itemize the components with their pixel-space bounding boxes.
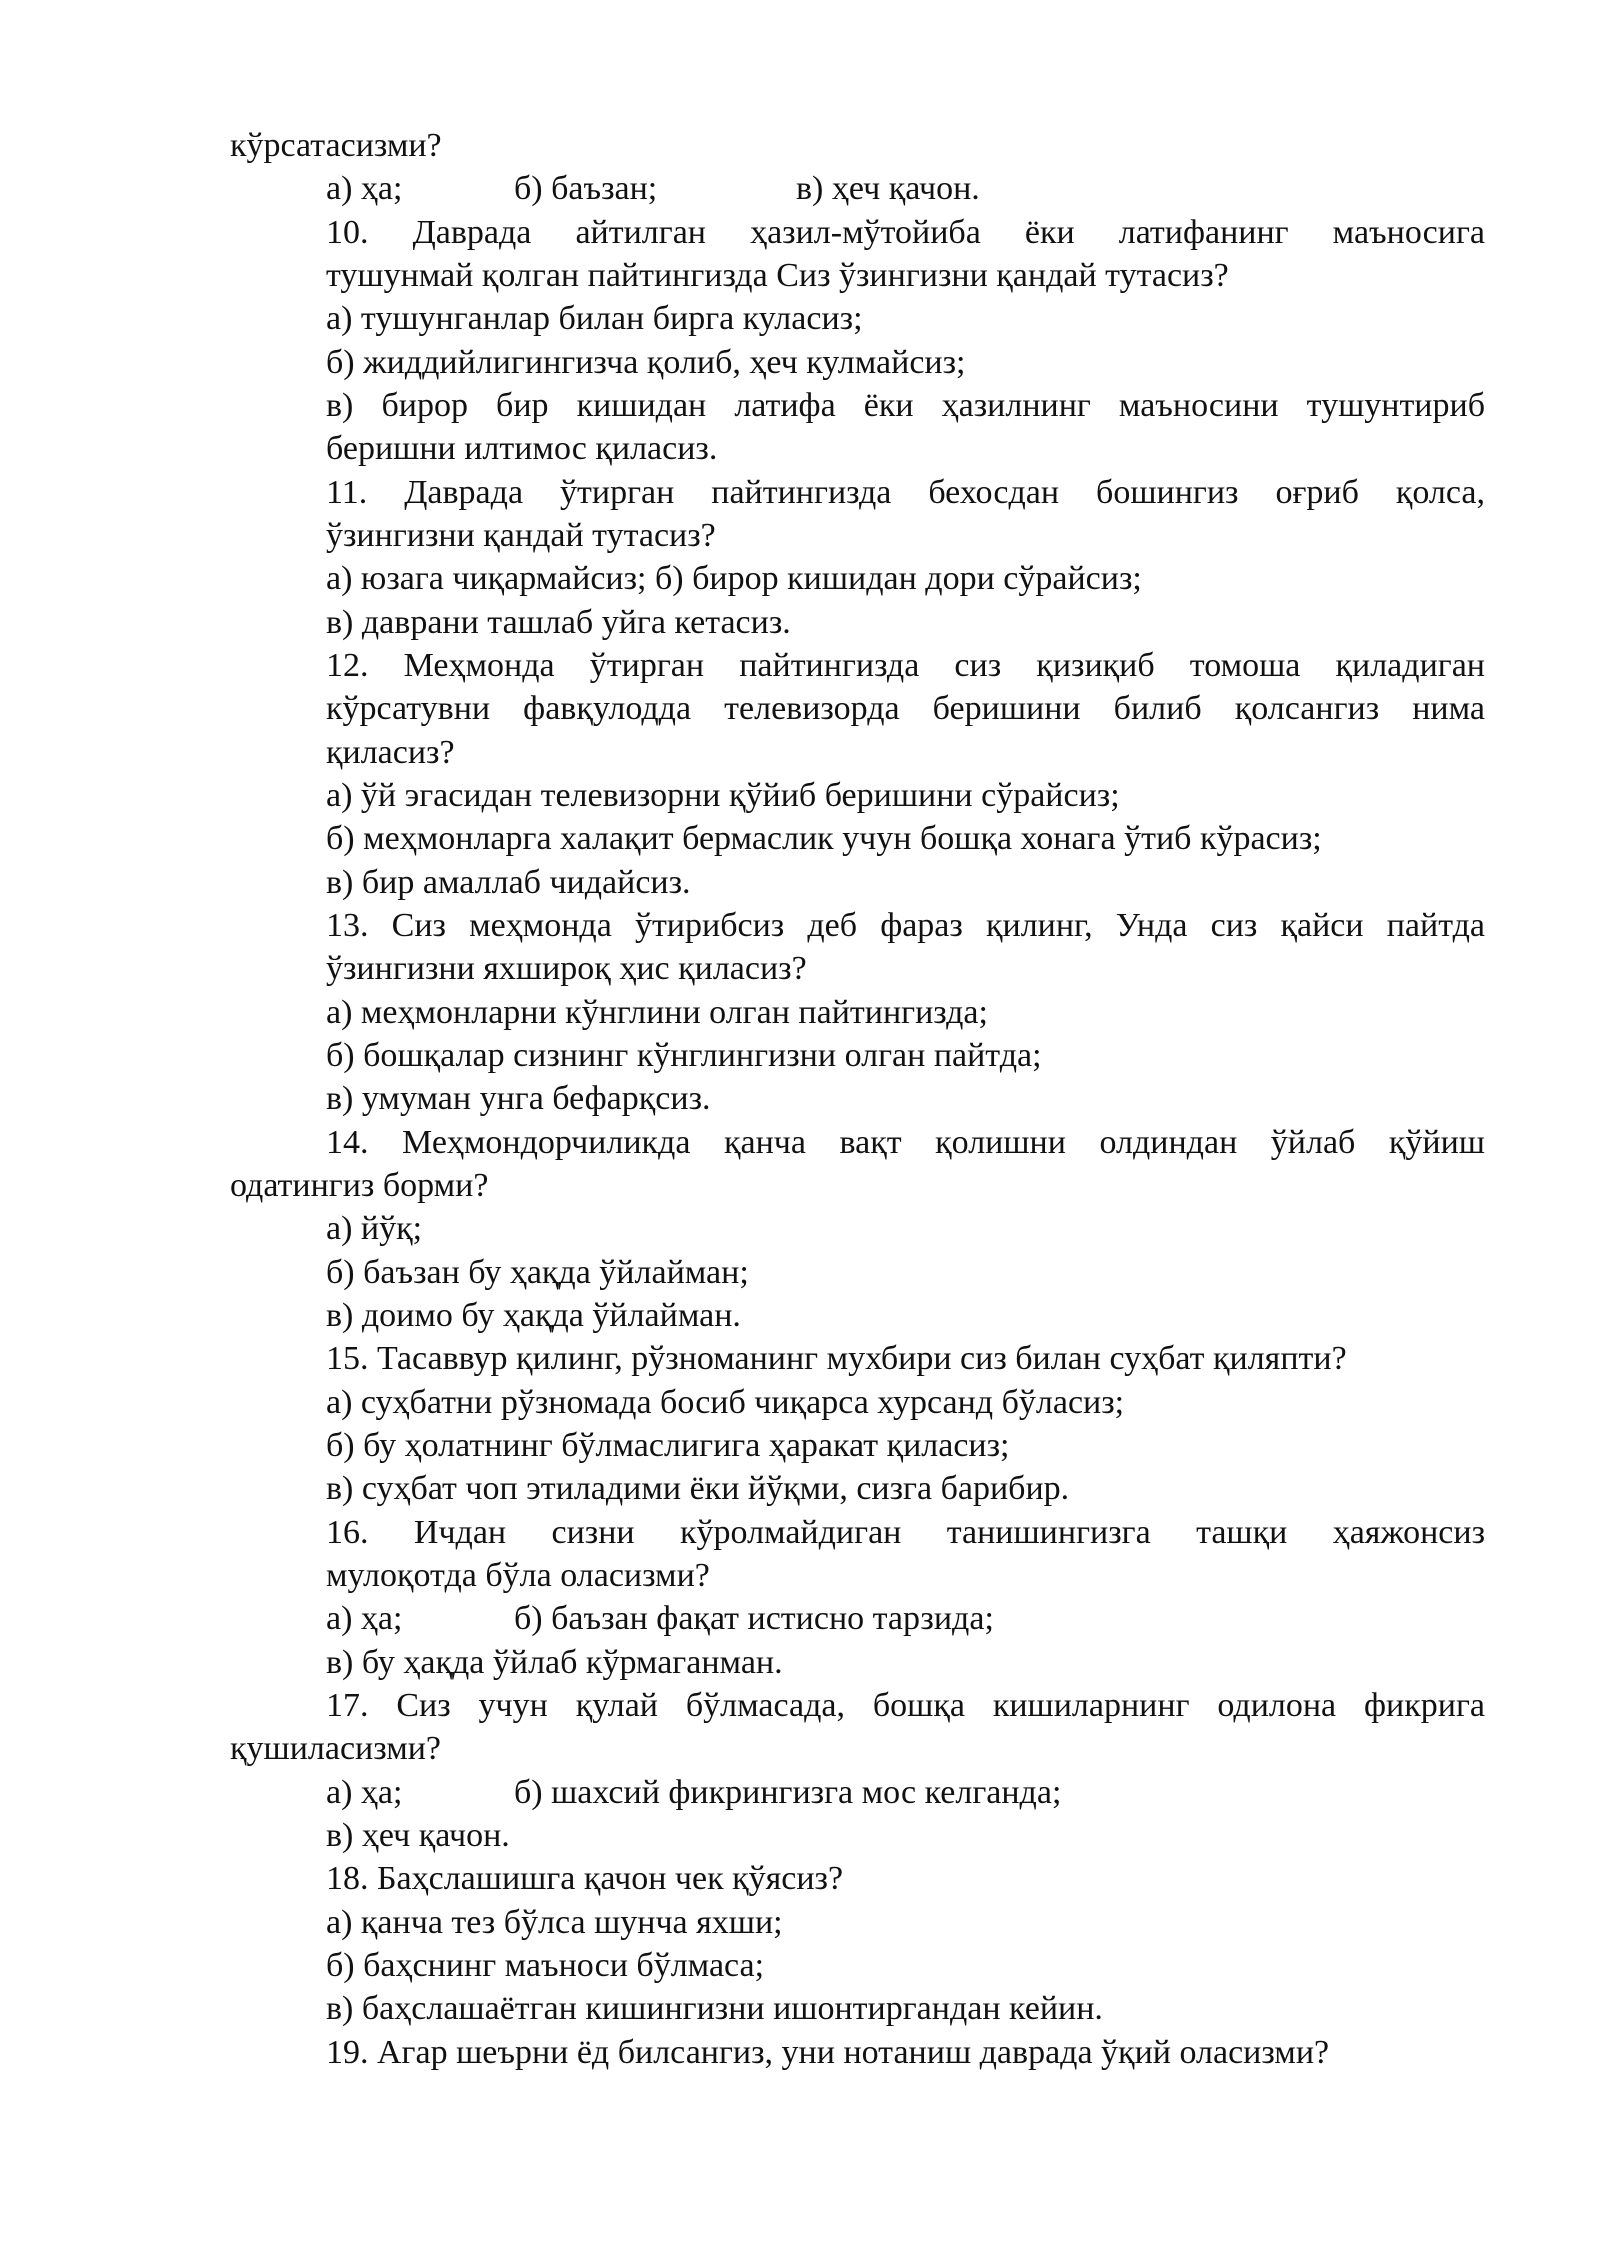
text-line: кўрсатувни фавқулодда телевизорда беришини билиб қолсангиз нима [326,690,1485,728]
answer-options-line [326,1771,1485,1814]
text-line: қушиласизми? [230,1730,441,1768]
text-line: 18. Баҳслашишга қачон чек қўясиз? [326,1860,844,1898]
text-line: в) суҳбат чоп этиладими ёки йўқми, сизга барибир. [326,1470,1070,1508]
text-line: б) жиддийлигингизча қолиб, ҳеч кулмайсиз; [326,343,966,381]
text-line: а) меҳмонларни кўнглини олган пайтингизда; [326,993,988,1031]
text-line: 16. Ичдан сизни кўролмайдиган танишингизга ташқи ҳаяжонсиз [326,1513,1485,1551]
text-line: в) бирор бир кишидан латифа ёки ҳазилнинг маъносини тушунтириб [326,386,1485,424]
text-line: мулоқотда бўла оласизми? [326,1556,710,1594]
answer-option: б) шахсий фикрингизга мос келганда; [514,1773,1062,1811]
text-line: б) бошқалар сизнинг кўнглингизни олган пайтда; [326,1036,1042,1074]
text-line: 17. Сиз учун қулай бўлмасада, бошқа кишиларнинг одилона фикрига [326,1686,1485,1724]
text-line: б) меҳмонларга халақит бермаслик учун бошқа хонага ўтиб кўрасиз; [326,820,1322,858]
text-line: кўрсатасизми? [230,127,442,164]
answer-option: в) ҳеч қачон. [796,170,980,208]
text-line: в) баҳслашаётган кишингизни ишонтиргандан кейин. [326,1990,1103,2028]
text-line: б) баъзан бу ҳақда ўйлайман; [326,1253,749,1291]
text-line: тушунмай қолган пайтингизда Сиз ўзингизни қандай тутасиз? [326,256,1229,294]
text-line: 15. Тасаввур қилинг, рўзноманинг мухбири сиз билан суҳбат қиляпти? [326,1340,1347,1378]
text-line: 12. Меҳмонда ўтирган пайтингизда сиз қизиқиб томоша қиладиган [326,646,1485,684]
text-line: ўзингизни қандай тутасиз? [326,516,716,554]
text-line: а) тушунганлар билан бирга куласиз; [326,300,863,338]
text-line: беришни илтимос қиласиз. [326,430,718,468]
answer-option: б) баъзан фақат истисно тарзида; [514,1600,994,1638]
answer-option: а) ҳа; [326,1773,403,1811]
answer-options-line [326,1597,1485,1640]
text-line: в) бир амаллаб чидайсиз. [326,863,691,901]
text-line: 13. Сиз меҳмонда ўтирибсиз деб фараз қилинг, Унда сиз қайси пайтда [326,906,1485,944]
text-line: в) даврани ташлаб уйга кетасиз. [326,603,791,641]
text-line: 11. Даврада ўтирган пайтингизда бехосдан бошингиз оғриб қолса, [326,473,1485,511]
answer-options-line [326,167,1485,210]
text-line: в) ҳеч қачон. [326,1816,510,1854]
text-line: қиласиз? [326,733,455,771]
text-line: б) баҳснинг маъноси бўлмаса; [326,1946,765,1984]
text-line: а) суҳбатни рўзномада босиб чиқарса хурсанд бўласиз; [326,1383,1125,1421]
text-line: а) ўй эгасидан телевизорни қўйиб беришини сўрайсиз; [326,776,1120,814]
text-line: б) бу ҳолатнинг бўлмаслигига ҳаракат қиласиз; [326,1426,1010,1464]
text-line: в) бу ҳақда ўйлаб кўрмаганман. [326,1643,783,1681]
text-line: а) йўқ; [326,1210,423,1248]
answer-option: а) ҳа; [326,1600,403,1638]
answer-option: б) баъзан; [514,170,658,208]
text-line: 10. Даврада айтилган ҳазил-мўтойиба ёки латифанинг маъносига [326,213,1485,251]
text-line: а) қанча тез бўлса шунча яхши; [326,1903,783,1941]
text-line: ўзингизни яхшироқ ҳис қиласиз? [326,950,807,988]
text-line: одатингиз борми? [230,1166,489,1204]
answer-option: а) ҳа; [326,170,403,208]
text-line: 14. Меҳмондорчиликда қанча вақт қолишни олдиндан ўйлаб қўйиш [326,1123,1485,1161]
text-line: а) юзага чиқармайсиз; б) бирор кишидан дори сўрайсиз; [326,560,1142,598]
text-line: в) умуман унга бефарқсиз. [326,1080,711,1118]
text-line: 19. Агар шеърни ёд билсангиз, уни нотаниш даврада ўқий оласизми? [326,2033,1330,2071]
text-line: в) доимо бу ҳақда ўйлайман. [326,1296,741,1334]
